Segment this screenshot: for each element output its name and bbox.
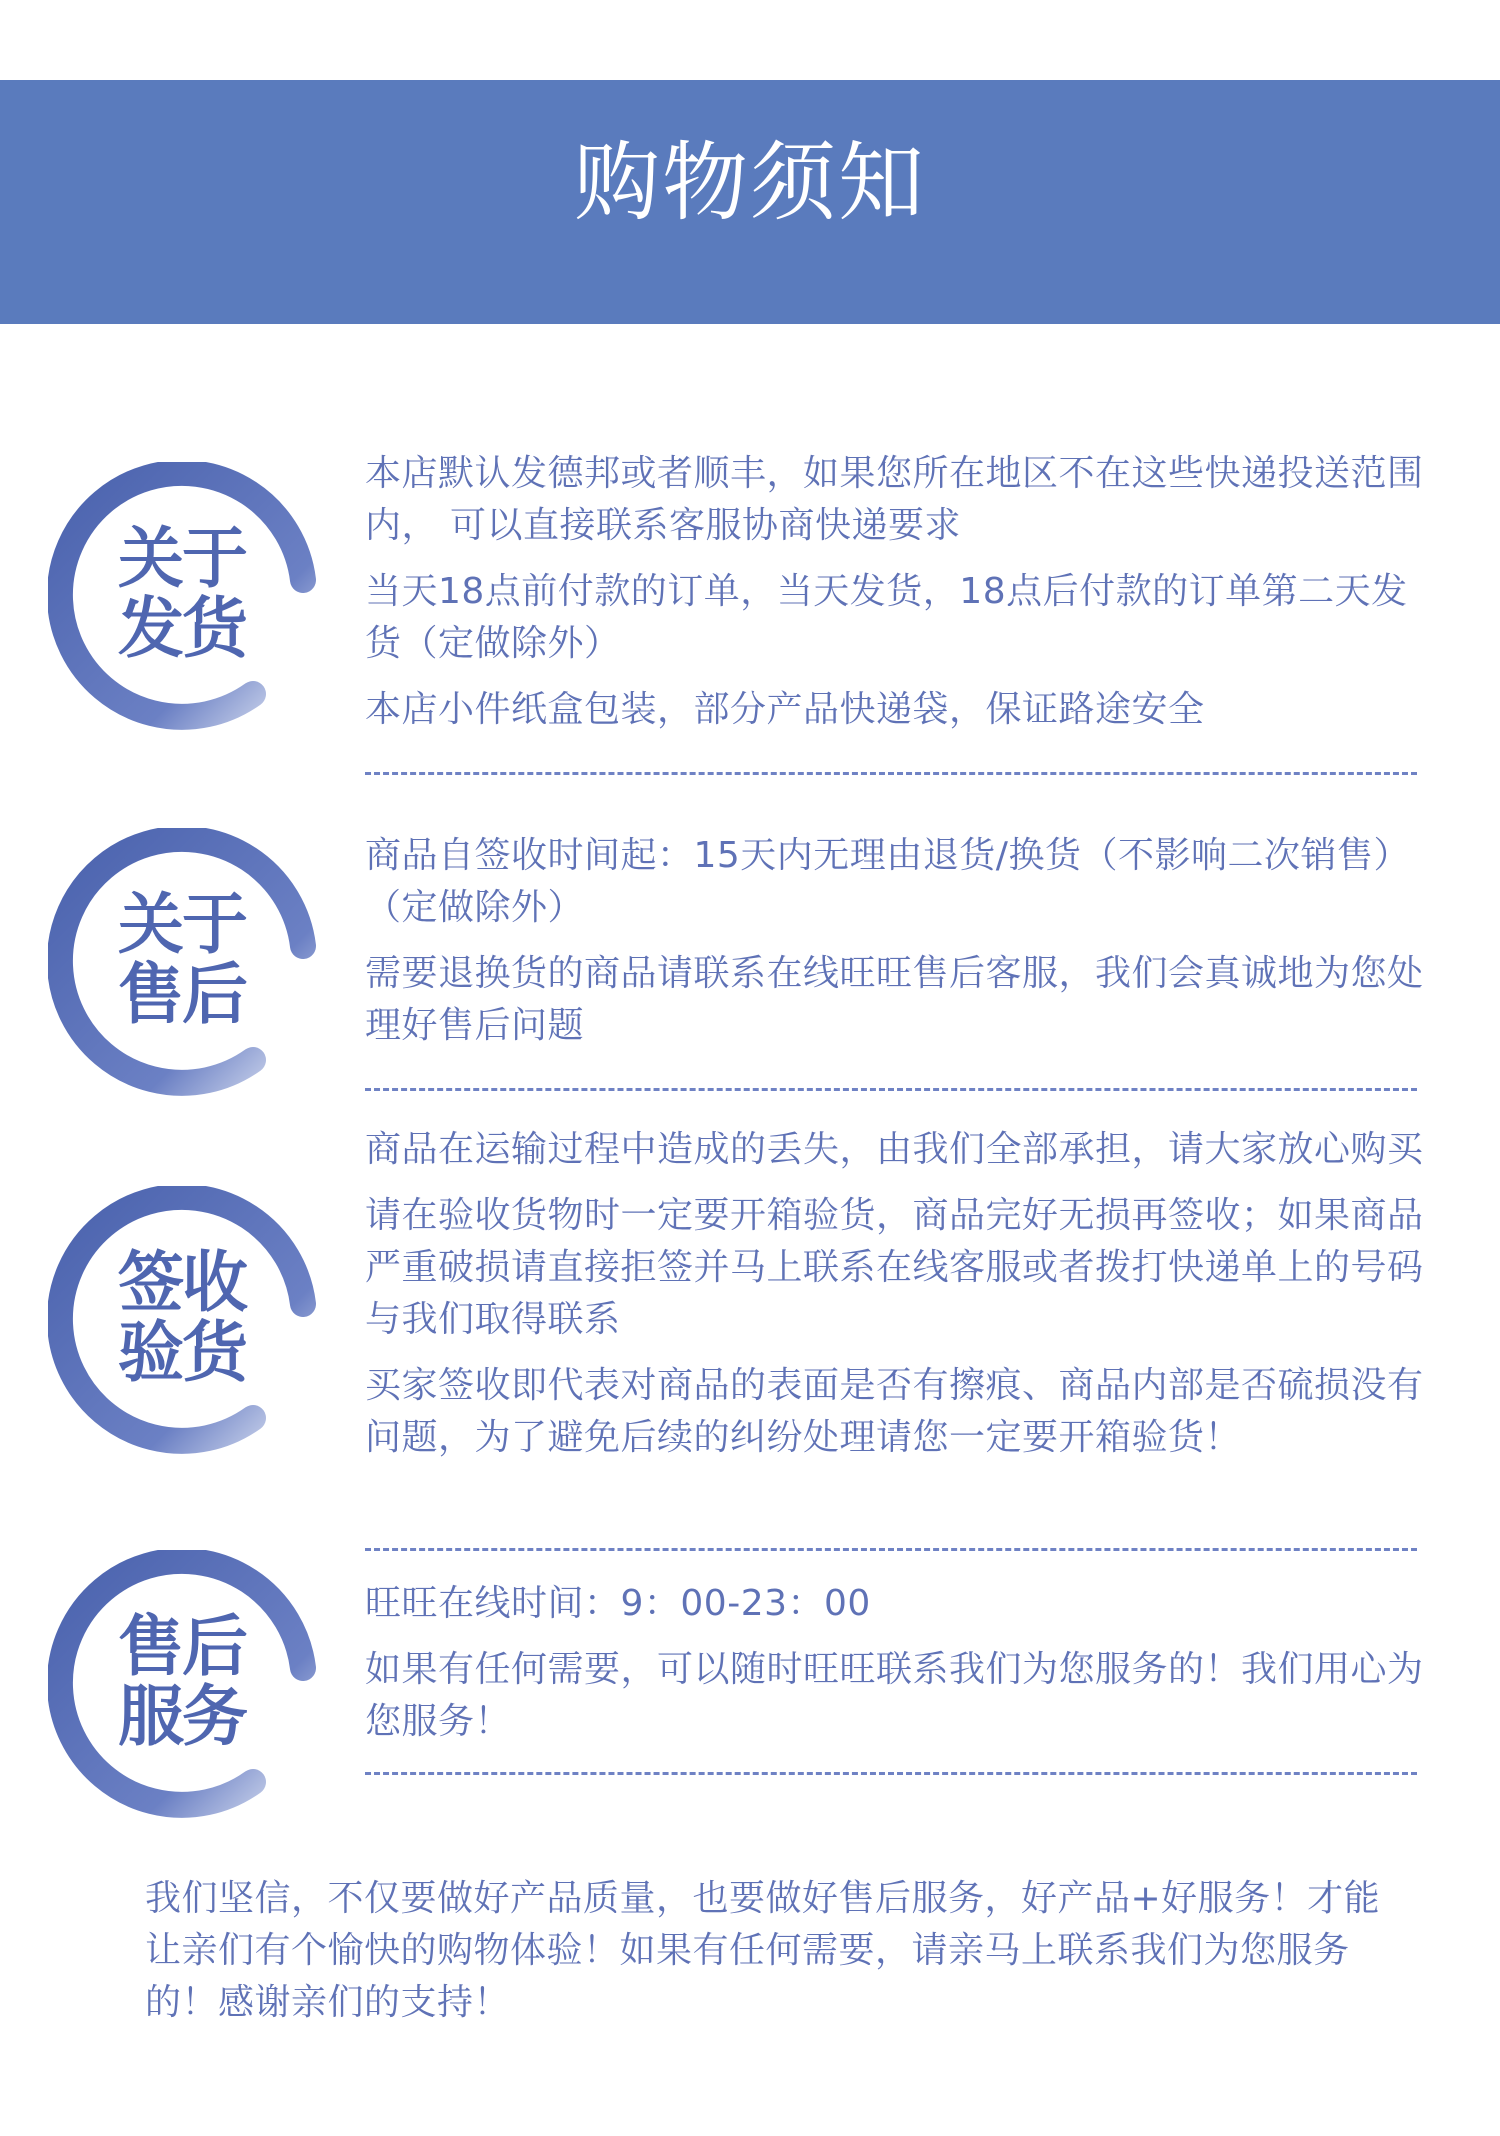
emblem-label: 售后 服务 xyxy=(118,1608,246,1755)
shipping-text xyxy=(365,448,1430,750)
paragraph: 当天18点前付款的订单，当天发货，18点后付款的订单第二天发货（定做除外） xyxy=(365,571,1408,664)
closing-text: 我们坚信，不仅要做好产品质量，也要做好售后服务，好产品+好服务！才能让亲们有个愉快的购物体验！如果有任何需要，请亲马上联系我们为您服务的！感谢亲们的支持！ xyxy=(145,1878,1381,2023)
shipping-emblem xyxy=(48,462,318,732)
emblem-label: 关于 发货 xyxy=(118,520,246,667)
divider xyxy=(365,1548,1417,1551)
service-emblem xyxy=(48,1550,318,1820)
inspection-text xyxy=(365,1124,1430,1478)
divider xyxy=(365,772,1417,775)
paragraph: 商品自签收时间起：15天内无理由退货/换货（不影响二次销售）（定做除外） xyxy=(365,835,1410,928)
paragraph: 商品在运输过程中造成的丢失，由我们全部承担，请大家放心购买 xyxy=(365,1129,1424,1170)
paragraph: 如果有任何需要，可以随时旺旺联系我们为您服务的！我们用心为您服务！ xyxy=(365,1649,1424,1742)
paragraph: 需要退换货的商品请联系在线旺旺售后客服，我们会真诚地为您处理好售后问题 xyxy=(365,953,1424,1046)
paragraph: 本店默认发德邦或者顺丰，如果您所在地区不在这些快递投送范围内， 可以直接联系客服协商快递要求 xyxy=(365,453,1424,546)
divider xyxy=(365,1088,1417,1091)
emblem-label: 签收 验货 xyxy=(118,1244,246,1391)
after-sales-emblem xyxy=(48,828,318,1098)
paragraph: 旺旺在线时间：9：00-23：00 xyxy=(365,1583,871,1624)
page-title: 购物须知 xyxy=(574,133,926,233)
inspection-emblem xyxy=(48,1186,318,1456)
paragraph: 本店小件纸盒包装，部分产品快递袋，保证路途安全 xyxy=(365,689,1205,730)
paragraph: 请在验收货物时一定要开箱验货，商品完好无损再签收；如果商品严重破损请直接拒签并马上联系在线客服或者拨打快递单上的号码与我们取得联系 xyxy=(365,1195,1424,1340)
service-text xyxy=(365,1578,1430,1762)
paragraph: 买家签收即代表对商品的表面是否有擦痕、商品内部是否硫损没有问题，为了避免后续的纠纷处理请您一定要开箱验货！ xyxy=(365,1365,1424,1458)
divider xyxy=(365,1772,1417,1775)
after-sales-text xyxy=(365,830,1430,1066)
emblem-label: 关于 售后 xyxy=(118,886,246,1033)
